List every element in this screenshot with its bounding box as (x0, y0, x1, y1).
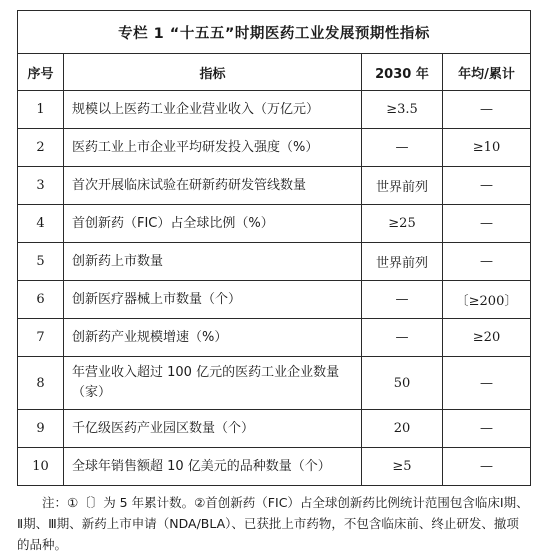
row-2030-value: ≥25 (362, 205, 443, 243)
row-annual-value: — (443, 167, 531, 205)
row-2030-value: 20 (362, 410, 443, 448)
table-row (18, 205, 531, 243)
row-annual-value: — (443, 205, 531, 243)
row-indicator: 千亿级医药产业园区数量（个） (64, 410, 362, 448)
table-row (18, 91, 531, 129)
row-number: 7 (18, 319, 64, 357)
row-indicator: 全球年销售额超 10 亿美元的品种数量（个） (64, 448, 362, 486)
table-row (18, 281, 531, 319)
row-indicator: 创新药产业规模增速（%） (64, 319, 362, 357)
table-row (18, 167, 531, 205)
row-indicator: 首创新药（FIC）占全球比例（%） (64, 205, 362, 243)
row-annual-value: — (443, 448, 531, 486)
row-indicator: 创新药上市数量 (64, 243, 362, 281)
row-2030-value: 世界前列 (362, 167, 443, 205)
row-2030-value: — (362, 319, 443, 357)
row-number: 9 (18, 410, 64, 448)
row-number: 10 (18, 448, 64, 486)
indicator-table (17, 10, 531, 486)
table-row (18, 129, 531, 167)
indicator-table-panel (17, 10, 530, 555)
row-number: 1 (18, 91, 64, 129)
table-row (18, 448, 531, 486)
row-2030-value: ≥5 (362, 448, 443, 486)
row-number: 8 (18, 357, 64, 410)
table-row (18, 243, 531, 281)
row-annual-value: — (443, 410, 531, 448)
row-2030-value: — (362, 281, 443, 319)
table-header-row (18, 54, 531, 91)
table-footnote: 注：①〔〕为 5 年累计数。②首创新药（FIC）占全球创新药比例统计范围包含临床Ⅰ期、Ⅱ期、Ⅲ期、新药上市申请（NDA/BLA）、已获批上市药物，不包含临床前、终止研发、撤项的品种。 (17, 495, 529, 552)
table-row (18, 410, 531, 448)
row-2030-value: 50 (362, 357, 443, 410)
row-number: 4 (18, 205, 64, 243)
row-annual-value: — (443, 91, 531, 129)
row-annual-value: 〔≥200〕 (443, 281, 531, 319)
row-annual-value: — (443, 357, 531, 410)
row-indicator: 医药工业上市企业平均研发投入强度（%） (64, 129, 362, 167)
table-row (18, 357, 531, 410)
row-indicator: 首次开展临床试验在研新药研发管线数量 (64, 167, 362, 205)
row-2030-value: — (362, 129, 443, 167)
row-number: 2 (18, 129, 64, 167)
row-number: 6 (18, 281, 64, 319)
header-no: 序号 (18, 54, 64, 91)
row-annual-value: ≥10 (443, 129, 531, 167)
row-annual-value: — (443, 243, 531, 281)
header-2030: 2030 年 (362, 54, 443, 91)
row-number: 5 (18, 243, 64, 281)
table-title: 专栏 1 “十五五”时期医药工业发展预期性指标 (18, 11, 531, 54)
row-indicator: 年营业收入超过 100 亿元的医药工业企业数量（家） (64, 357, 362, 410)
row-indicator: 规模以上医药工业企业营业收入（万亿元） (64, 91, 362, 129)
table-row (18, 319, 531, 357)
header-indicator: 指标 (64, 54, 362, 91)
row-2030-value: 世界前列 (362, 243, 443, 281)
header-annual: 年均/累计 (443, 54, 531, 91)
row-annual-value: ≥20 (443, 319, 531, 357)
row-2030-value: ≥3.5 (362, 91, 443, 129)
row-number: 3 (18, 167, 64, 205)
row-indicator: 创新医疗器械上市数量（个） (64, 281, 362, 319)
